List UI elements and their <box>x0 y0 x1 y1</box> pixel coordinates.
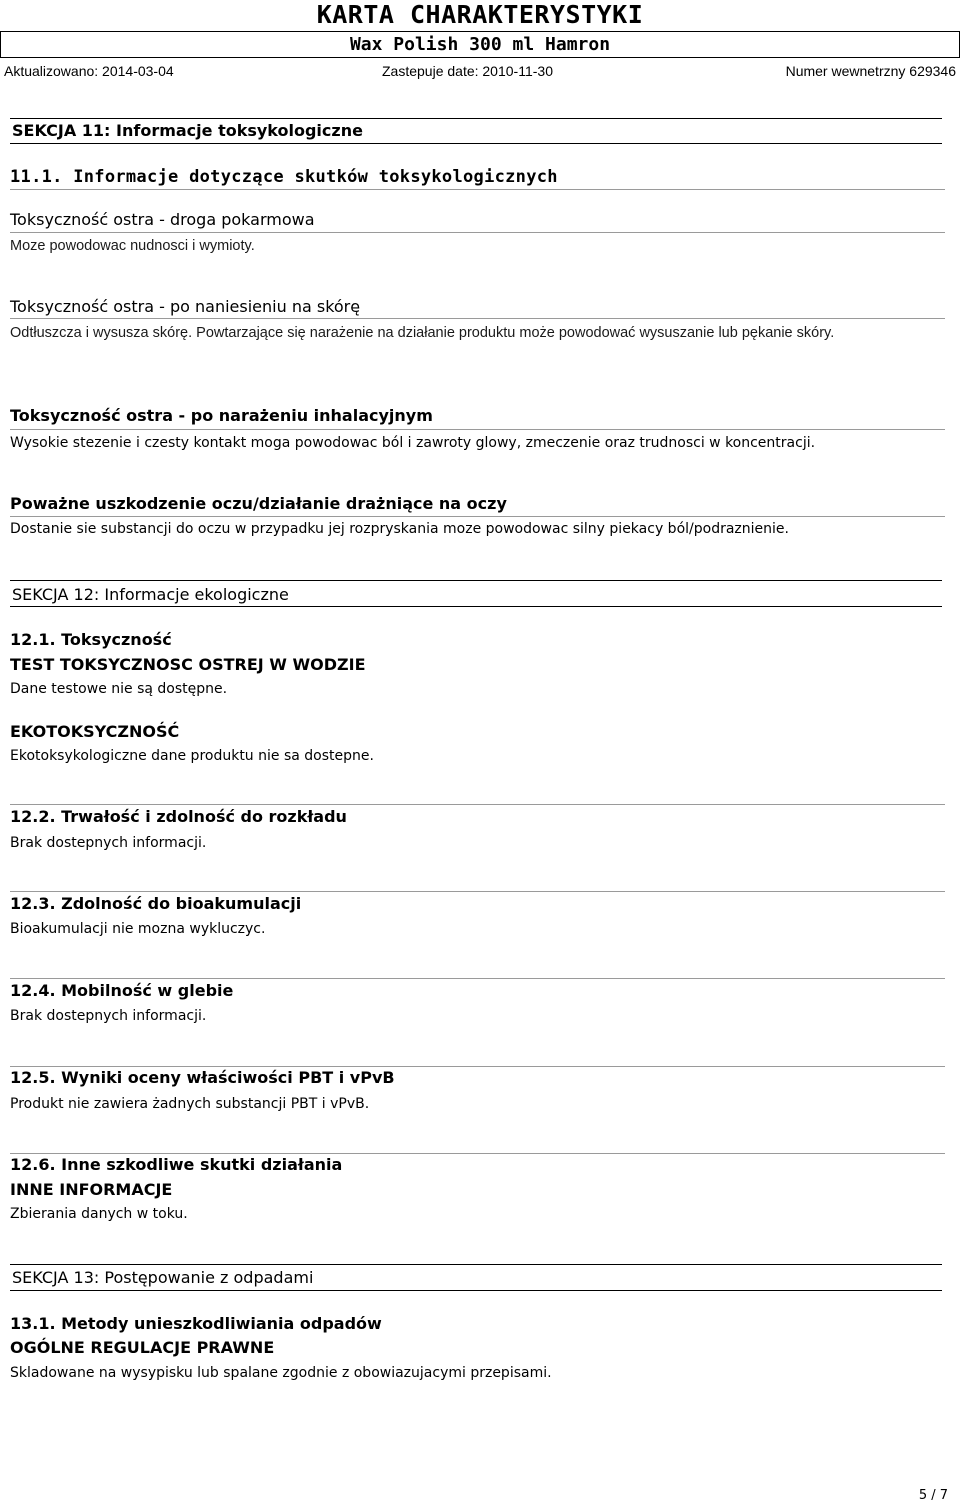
subsection-12-5-text: Produkt nie zawiera żadnych substancji PBT i vPvB. <box>10 1096 370 1112</box>
other-info-text: Zbierania danych w toku. <box>10 1206 188 1222</box>
subsection-12-6-rule <box>10 1153 945 1154</box>
eye-damage-text: Dostanie sie substancji do oczu w przypadku jej rozpryskania moze powodowac silny piekacy ból/podraznienie. <box>10 521 789 537</box>
other-info-heading: INNE INFORMACJE <box>10 1180 173 1199</box>
eye-damage-rule <box>10 516 945 517</box>
subsection-12-2-rule <box>10 804 945 805</box>
subsection-12-1-title: 12.1. Toksyczność <box>10 630 172 649</box>
ecotoxicity-heading: EKOTOKSYCZNOŚĆ <box>10 722 180 741</box>
skin-toxicity-text: Odtłuszcza i wysusza skórę. Powtarzające się narażenie na działanie produktu może powodować wysuszanie lub pękanie skóry. <box>10 325 835 341</box>
subsection-13-1-title: 13.1. Metody unieszkodliwiania odpadów <box>10 1314 382 1333</box>
inhalation-toxicity-heading: Toksyczność ostra - po narażeniu inhalacyjnym <box>10 406 433 425</box>
subsection-12-4-rule <box>10 978 945 979</box>
section-12-title: SEKCJA 12: Informacje ekologiczne <box>12 585 289 604</box>
section-11-bottom-rule <box>10 143 942 144</box>
subsection-12-4-text: Brak dostepnych informacji. <box>10 1008 207 1024</box>
section-12-top-rule <box>10 580 942 581</box>
section-11-top-rule <box>10 118 942 119</box>
oral-toxicity-rule <box>10 232 945 233</box>
subsection-12-4-title: 12.4. Mobilność w glebie <box>10 981 234 1000</box>
ecotoxicity-text: Ekotoksykologiczne dane produktu nie sa dostepne. <box>10 748 374 764</box>
subsection-11-1-rule <box>10 189 945 190</box>
subsection-12-6-title: 12.6. Inne szkodliwe skutki działania <box>10 1155 343 1174</box>
subsection-12-3-title: 12.3. Zdolność do bioakumulacji <box>10 894 302 913</box>
legal-regulations-heading: OGÓLNE REGULACJE PRAWNE <box>10 1338 275 1357</box>
subsection-12-5-title: 12.5. Wyniki oceny właściwości PBT i vPvB <box>10 1068 395 1087</box>
subsection-12-2-text: Brak dostepnych informacji. <box>10 835 207 851</box>
section-13-title: SEKCJA 13: Postępowanie z odpadami <box>12 1268 314 1287</box>
page-number: 5 / 7 <box>918 1488 948 1503</box>
oral-toxicity-text: Moze powodowac nudnosci i wymioty. <box>10 238 255 254</box>
document-title: KARTA CHARAKTERYSTYKI <box>316 0 644 29</box>
product-name: Wax Polish 300 ml Hamron <box>0 31 960 58</box>
water-toxicity-text: Dane testowe nie są dostępne. <box>10 681 228 697</box>
section-13-top-rule <box>10 1264 942 1265</box>
section-12-bottom-rule <box>10 606 942 607</box>
inhalation-toxicity-rule <box>10 429 945 430</box>
updated-date: Aktualizowano: 2014-03-04 <box>4 63 174 79</box>
section-11-title: SEKCJA 11: Informacje toksykologiczne <box>12 121 363 140</box>
header-meta-row <box>0 60 960 82</box>
subsection-12-2-title: 12.2. Trwałość i zdolność do rozkładu <box>10 807 347 826</box>
skin-toxicity-rule <box>10 318 945 319</box>
subsection-12-3-rule <box>10 891 945 892</box>
oral-toxicity-heading: Toksyczność ostra - droga pokarmowa <box>10 210 315 229</box>
inhalation-toxicity-text: Wysokie stezenie i czesty kontakt moga powodowac ból i zawroty glowy, zmeczenie oraz trudnosci w koncentracji. <box>10 435 816 451</box>
subsection-11-1-title: 11.1. Informacje dotyczące skutków toksykologicznych <box>10 167 558 187</box>
internal-number: Numer wewnetrzny 629346 <box>785 63 956 79</box>
skin-toxicity-heading: Toksyczność ostra - po naniesieniu na skórę <box>10 297 361 316</box>
water-toxicity-heading: TEST TOKSYCZNOSC OSTREJ W WODZIE <box>10 655 366 674</box>
replaces-date: Zastepuje date: 2010-11-30 <box>382 63 553 79</box>
subsection-12-3-text: Bioakumulacji nie mozna wykluczyc. <box>10 921 266 937</box>
section-13-bottom-rule <box>10 1290 942 1291</box>
subsection-12-5-rule <box>10 1066 945 1067</box>
eye-damage-heading: Poważne uszkodzenie oczu/działanie drażniące na oczy <box>10 494 507 513</box>
legal-regulations-text: Skladowane na wysypisku lub spalane zgodnie z obowiazujacymi przepisami. <box>10 1365 552 1381</box>
